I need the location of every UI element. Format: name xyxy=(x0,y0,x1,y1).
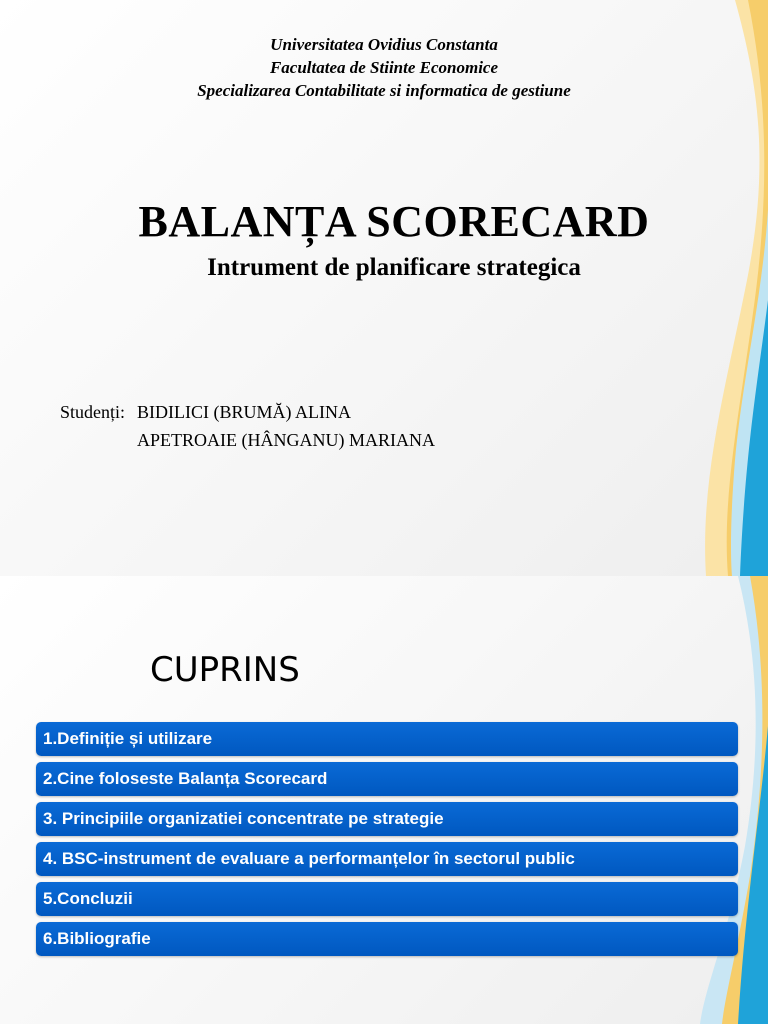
contents-item-label: 1.Definiție și utilizare xyxy=(43,729,213,748)
student-name: APETROAIE (HÂNGANU) MARIANA xyxy=(137,430,435,450)
faculty-name: Facultatea de Stiinte Economice xyxy=(269,58,499,77)
presentation-subtitle: Intrument de planificare strategica xyxy=(207,254,581,281)
contents-item[interactable] xyxy=(36,722,738,756)
contents-item-label: 4. BSC-instrument de evaluare a performanțelor în sectorul public xyxy=(43,849,575,868)
student-name: BIDILICI (BRUMĂ) ALINA xyxy=(137,402,351,422)
contents-list xyxy=(36,722,738,962)
contents-item[interactable] xyxy=(36,922,738,956)
contents-item[interactable] xyxy=(36,882,738,916)
contents-title: CUPRINS xyxy=(150,650,300,690)
presentation-title: BALANȚA SCORECARD xyxy=(138,197,650,246)
contents-slide xyxy=(0,576,768,1024)
specialization-name: Specializarea Contabilitate si informatica de gestiune xyxy=(197,81,571,100)
students-label: Studenți: xyxy=(60,402,126,422)
contents-item-label: 3. Principiile organizatiei concentrate pe strategie xyxy=(43,809,444,828)
university-name: Universitatea Ovidius Constanta xyxy=(270,35,498,54)
contents-item-label: 6.Bibliografie xyxy=(43,929,151,948)
contents-item[interactable] xyxy=(36,762,738,796)
contents-item[interactable] xyxy=(36,842,738,876)
contents-item-label: 2.Cine foloseste Balanța Scorecard xyxy=(43,769,328,788)
contents-item-label: 5.Concluzii xyxy=(43,889,133,908)
contents-item[interactable] xyxy=(36,802,738,836)
